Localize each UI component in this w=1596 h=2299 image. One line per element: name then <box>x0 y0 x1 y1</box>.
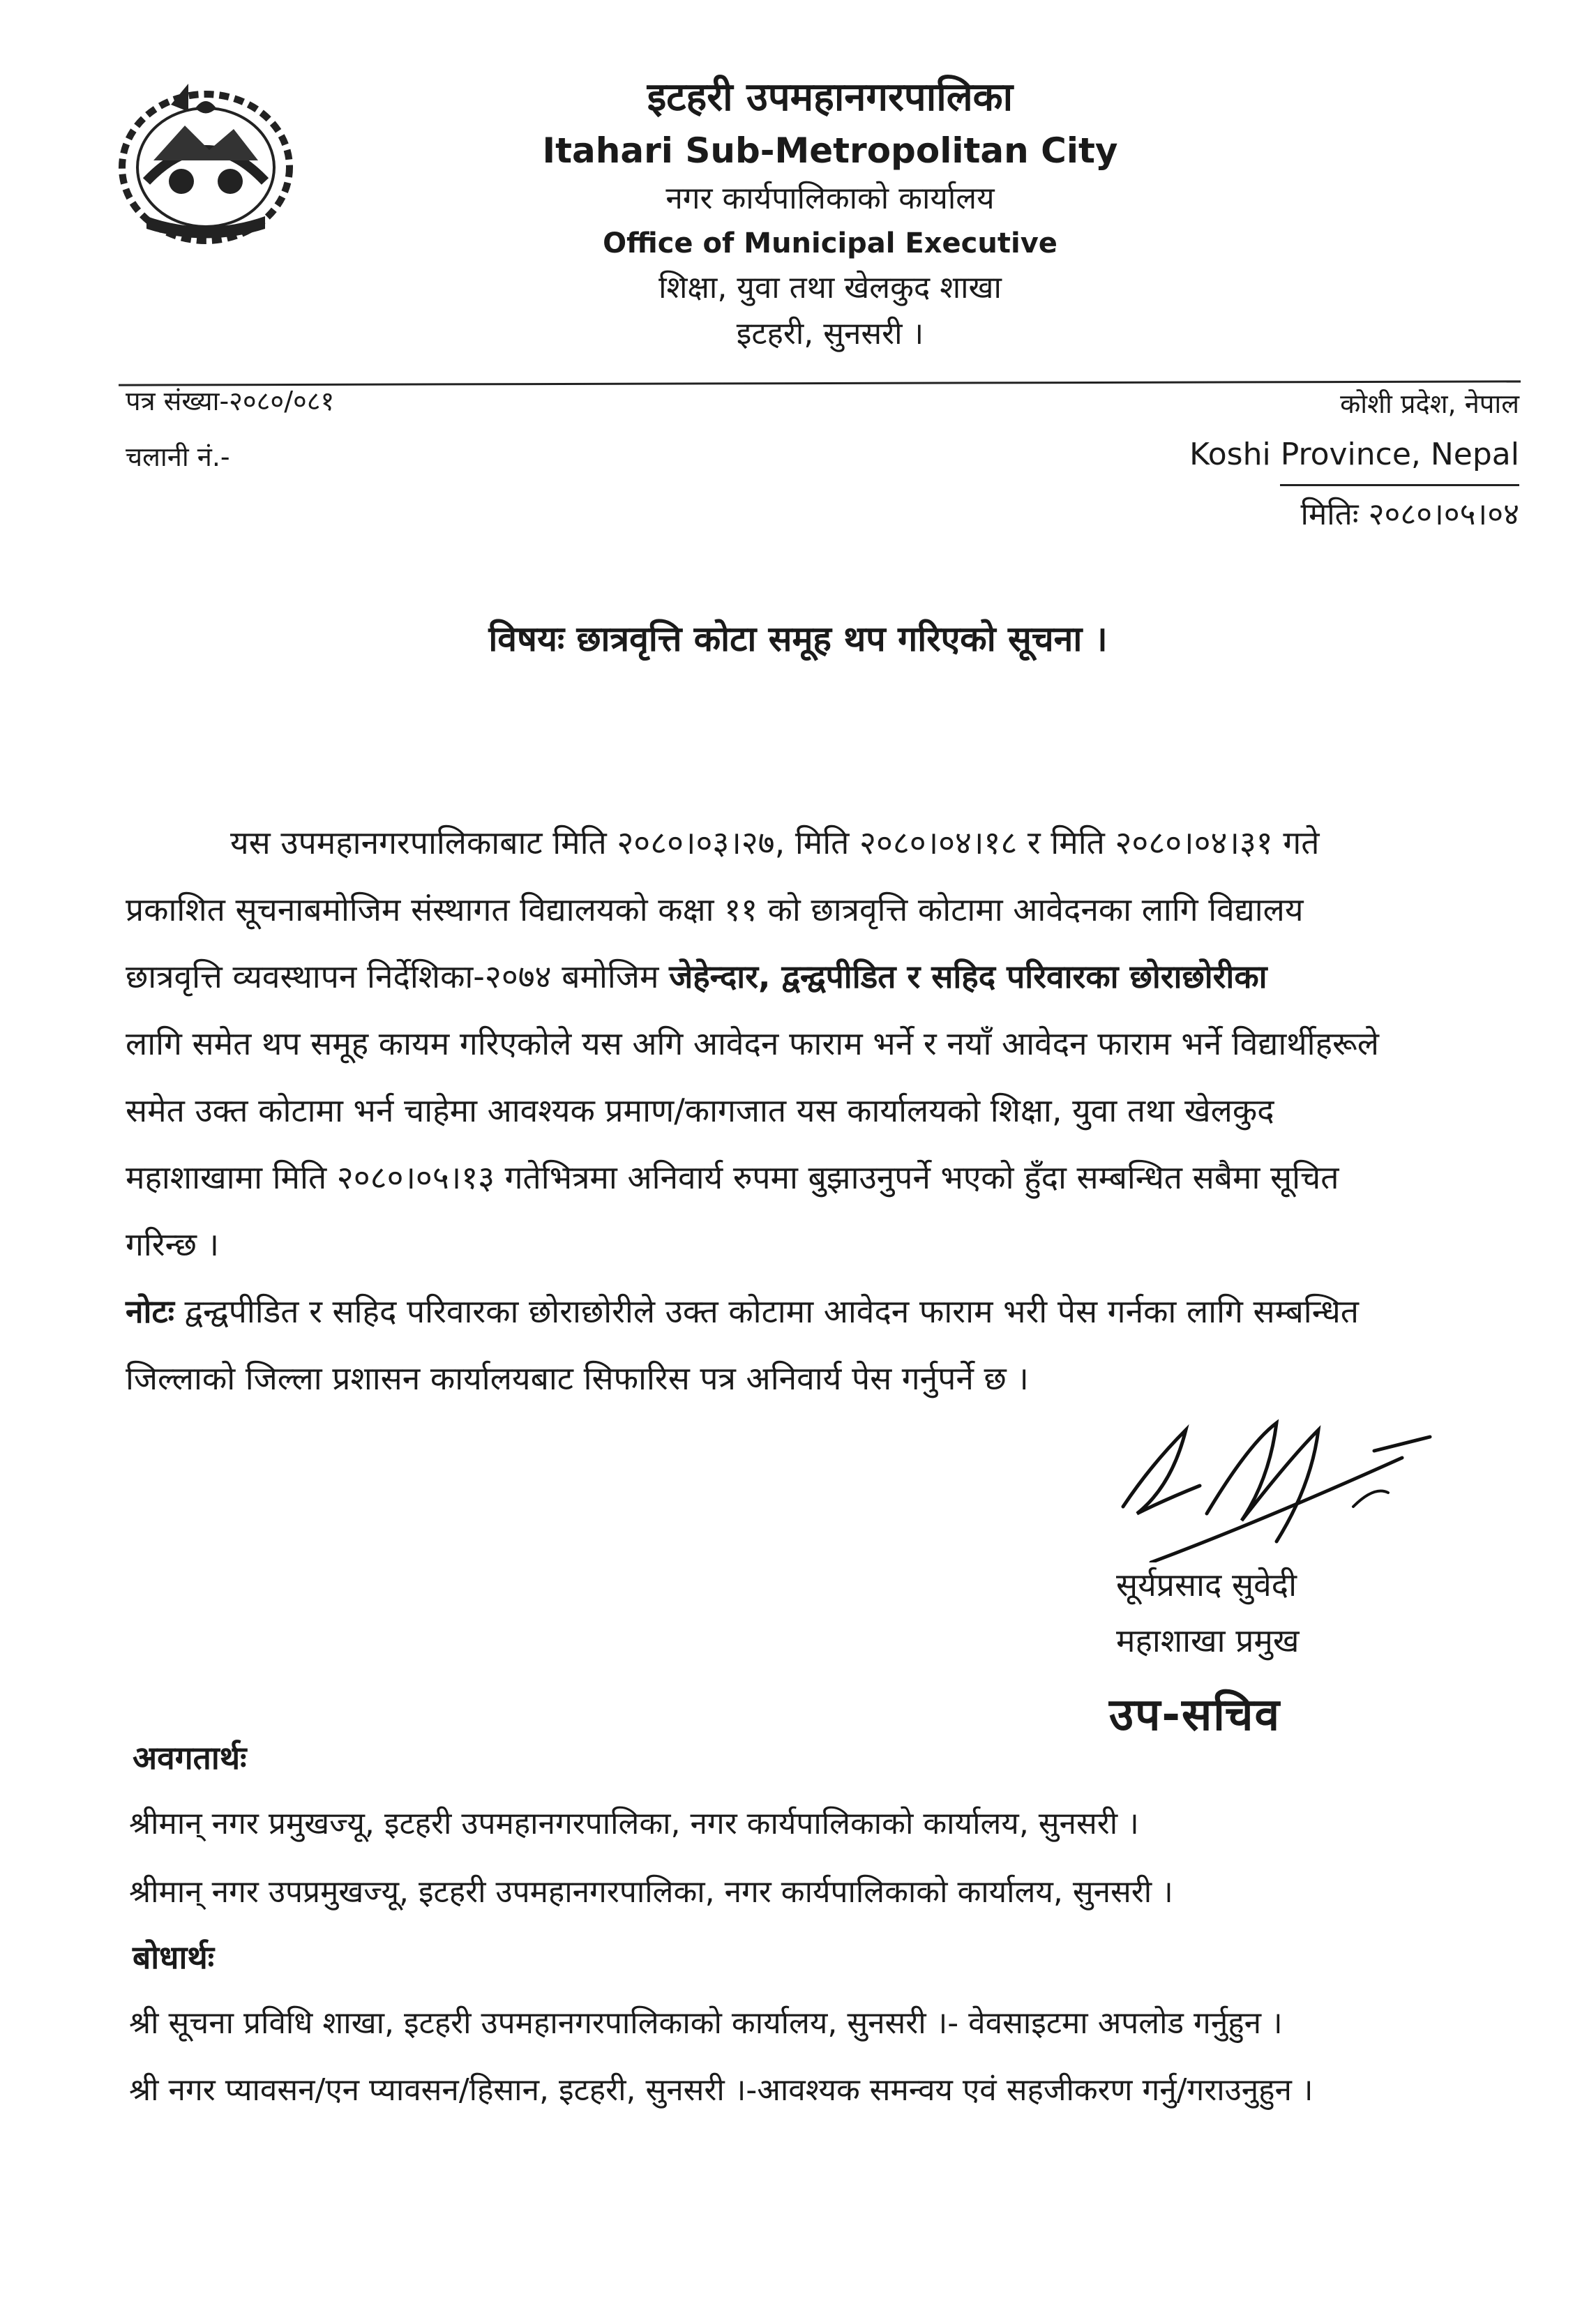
body-text: छात्रवृत्ति व्यवस्थापन निर्देशिका-२०७४ बमोजिम <box>126 958 670 995</box>
body-line: गरिन्छ । <box>126 1226 220 1263</box>
dispatch-number: चलानी नं.- <box>126 442 230 472</box>
note-text: द्वन्द्वपीडित र सहिद परिवारका छोराछोरीले उक्त कोटामा आवेदन फाराम भरी पेस गर्नका लागि सम्बन्धित <box>174 1292 1359 1330</box>
office-name-english: Office of Municipal Executive <box>603 227 1057 259</box>
note-line <box>126 1278 1535 1345</box>
nepal-emblem-icon <box>105 77 307 251</box>
info-cc-item: श्रीमान् नगर प्रमुखज्यू, इटहरी उपमहानगरपालिका, नगर कार्यपालिकाको कार्यालय, सुनसरी । <box>129 1806 1139 1841</box>
action-cc-item: श्री नगर प्यावसन/एन प्यावसन/हिसान, इटहरी, सुनसरी ।-आवश्यक समन्वय एवं सहजीकरण गर्नु/गराउनुहुन । <box>129 2072 1313 2108</box>
body-line: लागि समेत थप समूह कायम गरिएकोले यस अगि आवेदन फाराम भर्ने र नयाँ आवेदन फाराम भर्ने विद्यार्थीहरूले <box>126 1025 1379 1062</box>
letterhead <box>446 70 1214 357</box>
letter-number: पत्र संख्या-२०८०/०८१ <box>126 386 335 416</box>
signatory-name: सूर्यप्रसाद सुवेदी <box>1116 1566 1297 1604</box>
info-cc-label: अवगतार्थः <box>133 1739 247 1777</box>
body-paragraph <box>126 809 1535 1412</box>
body-line: समेत उक्त कोटामा भर्न चाहेमा आवश्यक प्रमाण/कागजात यस कार्यालयको शिक्षा, युवा तथा खेलकुद <box>126 1092 1274 1129</box>
address: इटहरी, सुनसरी । <box>736 316 924 352</box>
info-cc-item: श्रीमान् नगर उपप्रमुखज्यू, इटहरी उपमहानगरपालिका, नगर कार्यपालिकाको कार्यालय, सुनसरी । <box>129 1874 1173 1910</box>
office-name-nepali: नगर कार्यपालिकाको कार्यालय <box>665 181 995 216</box>
subject-line: विषयः छात्रवृत्ति कोटा समूह थप गरिएको सूचना । <box>488 619 1108 659</box>
action-cc-item: श्री सूचना प्रविधि शाखा, इटहरी उपमहानगरपालिकाको कार्यालय, सुनसरी ।- वेवसाइटमा अपलोड गर्नुहुन । <box>129 2005 1283 2041</box>
org-name-nepali: इटहरी उपमहानगरपालिका <box>647 75 1014 120</box>
body-line: यस उपमहानगरपालिकाबाट मिति २०८०।०३।२७, मिति २०८०।०४।१८ र मिति २०८०।०४।३१ गते <box>230 824 1320 861</box>
province-english: Koshi Province, Nepal <box>1189 437 1519 472</box>
province-nepali: कोशी प्रदेश, नेपाल <box>1340 389 1519 419</box>
designation-stamp: उप-सचिव <box>1109 1689 1281 1741</box>
handwritten-signature <box>1109 1402 1444 1562</box>
body-highlight: जेहेन्दार, द्वन्द्वपीडित र सहिद परिवारका छोराछोरीका <box>669 958 1267 995</box>
body-line: प्रकाशित सूचनाबमोजिम संस्थागत विद्यालयको कक्षा ११ को छात्रवृत्ति कोटामा आवेदनका लागि विद्यालय <box>126 891 1304 928</box>
letter-date: मितिः २०८०।०५।०४ <box>1280 484 1519 534</box>
action-cc-label: बोधार्थः <box>133 1938 215 1976</box>
note-line: जिल्लाको जिल्ला प्रशासन कार्यालयबाट सिफारिस पत्र अनिवार्य पेस गर्नुपर्ने छ । <box>126 1359 1029 1397</box>
branch-name: शिक्षा, युवा तथा खेलकुद शाखा <box>658 270 1002 306</box>
body-line: महाशाखामा मिति २०८०।०५।१३ गतेभित्रमा अनिवार्य रुपमा बुझाउनुपर्ने भएको हुँदा सम्बन्धित सबैमा सूचित <box>126 1159 1339 1196</box>
body-line <box>126 943 1535 1010</box>
note-label: नोटः <box>126 1292 174 1330</box>
signatory-title: महाशाखा प्रमुख <box>1116 1622 1300 1659</box>
org-name-english: Itahari Sub-Metropolitan City <box>542 130 1118 171</box>
